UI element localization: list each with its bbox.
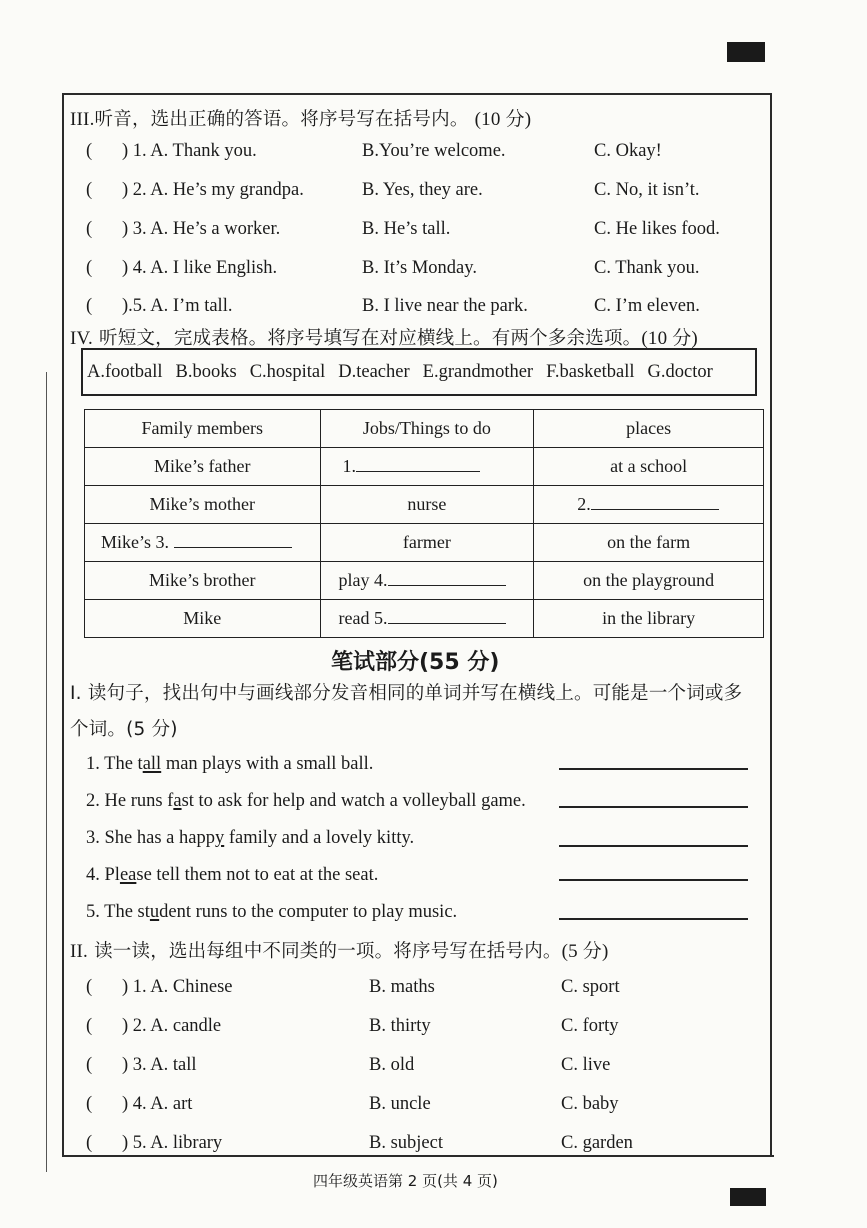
- table-header-row: [85, 410, 764, 448]
- question-option-b: B. maths: [369, 977, 435, 997]
- question-option-c: C. forty: [561, 1016, 619, 1036]
- table-cell-blank[interactable]: [320, 600, 534, 638]
- question-option-a: ) 4. A. I like English.: [122, 258, 278, 278]
- question-option-c: C. sport: [561, 977, 620, 997]
- table-header-cell: Family members: [85, 410, 321, 448]
- table-cell: at a school: [534, 448, 764, 486]
- sentence-text: st to ask for help and watch a volleyball game.: [181, 791, 526, 811]
- table-cell: Mike’s mother: [85, 486, 321, 524]
- question-option-a: ) 2. A. He’s my grandpa.: [122, 180, 304, 200]
- word-option: B.books: [175, 361, 237, 382]
- section4-heading-num: IV.: [70, 328, 93, 349]
- underlined-sound: ea: [119, 865, 137, 885]
- table-header-cell: places: [534, 410, 764, 448]
- table-cell-blank[interactable]: [320, 448, 534, 486]
- question-option-c: C. No, it isn’t.: [594, 180, 700, 200]
- blank-label: 2.: [577, 494, 591, 514]
- section4-heading-score: (10 分): [641, 328, 698, 349]
- question-option-b: B.You’re welcome.: [362, 141, 506, 161]
- table-cell: Mike’s father: [85, 448, 321, 486]
- question-option-b: B. I live near the park.: [362, 296, 528, 316]
- sentence: [86, 754, 373, 775]
- question-option-a: ) 5. A. library: [122, 1133, 223, 1153]
- sentence-text: dent runs to the computer to play music.: [159, 902, 458, 922]
- question-option-b: B. It’s Monday.: [362, 258, 477, 278]
- question-option-b: B. subject: [369, 1133, 443, 1153]
- question-option-a: ).5. A. I’m tall.: [122, 296, 233, 316]
- word-options-box: [81, 348, 757, 396]
- blank-line[interactable]: [356, 457, 480, 472]
- question-option-a: ) 1. A. Thank you.: [122, 141, 257, 161]
- answer-line[interactable]: [559, 768, 748, 770]
- corner-registration-mark-bottom: [730, 1188, 766, 1206]
- section3-heading: [70, 104, 531, 131]
- table-cell-blank[interactable]: [85, 524, 321, 562]
- table-cell: nurse: [320, 486, 534, 524]
- table-row: [85, 524, 764, 562]
- question-option-c: C. garden: [561, 1133, 633, 1153]
- underlined-sound: u: [149, 902, 160, 922]
- blank-label: Mike’s 3.: [101, 532, 170, 552]
- section4-heading-text: 听短文，完成表格。将序号填写在对应横线上。有两个多余选项。: [99, 328, 642, 349]
- underlined-sound: a: [173, 791, 182, 811]
- table-row: [85, 486, 764, 524]
- answer-paren[interactable]: (: [86, 141, 93, 161]
- sentence-text: 2. He runs f: [86, 791, 174, 811]
- question-option-b: B. He’s tall.: [362, 219, 451, 239]
- answer-paren[interactable]: (: [86, 1133, 93, 1153]
- table-cell: farmer: [320, 524, 534, 562]
- section3-heading-text: 听音，选出正确的答语。将序号写在括号内。: [94, 109, 469, 130]
- answer-line[interactable]: [559, 806, 748, 808]
- question-option-c: C. Okay!: [594, 141, 662, 161]
- page-footer: 四年级英语第 2 页(共 4 页): [313, 1172, 498, 1190]
- word-option: G.doctor: [647, 361, 713, 382]
- written2-heading-num: II.: [70, 941, 89, 962]
- word-option: F.basketball: [546, 361, 635, 382]
- question-option-a: ) 1. A. Chinese: [122, 977, 233, 997]
- question-option-b: B. Yes, they are.: [362, 180, 483, 200]
- sentence-text: 1. The t: [86, 754, 143, 774]
- question-option-a: ) 3. A. He’s a worker.: [122, 219, 281, 239]
- question-option-b: B. thirty: [369, 1016, 431, 1036]
- question-option-c: C. He likes food.: [594, 219, 720, 239]
- underlined-sound: y: [214, 828, 225, 848]
- table-cell-blank[interactable]: [320, 562, 534, 600]
- blank-line[interactable]: [174, 533, 292, 548]
- sentence-text: family and a lovely kitty.: [224, 828, 415, 848]
- question-option-a: ) 4. A. art: [122, 1094, 193, 1114]
- blank-label: play 4.: [338, 570, 388, 590]
- table-cell: Mike: [85, 600, 321, 638]
- sentence: [86, 902, 457, 923]
- written2-heading-score: (5 分): [561, 941, 609, 962]
- question-option-b: B. uncle: [369, 1094, 431, 1114]
- answer-line[interactable]: [559, 845, 748, 847]
- sentence: [86, 865, 378, 886]
- sentence-text: 4. Pl: [86, 865, 120, 885]
- blank-label: 1.: [342, 456, 357, 476]
- answer-paren[interactable]: (: [86, 977, 93, 997]
- written2-heading: [70, 936, 609, 963]
- blank-label: read 5.: [338, 608, 388, 628]
- family-table: [84, 409, 764, 638]
- word-option: E.grandmother: [422, 361, 534, 382]
- sentence-text: se tell them not to eat at the seat.: [136, 865, 379, 885]
- page-bottom-rule: [62, 1155, 774, 1157]
- table-cell: on the farm: [534, 524, 764, 562]
- word-option: C.hospital: [249, 361, 326, 382]
- question-option-a: ) 2. A. candle: [122, 1016, 222, 1036]
- question-option-c: C. live: [561, 1055, 611, 1075]
- sentence: [86, 828, 414, 849]
- blank-line[interactable]: [388, 571, 506, 586]
- question-option-c: C. I’m eleven.: [594, 296, 700, 316]
- answer-line[interactable]: [559, 918, 748, 920]
- table-row: [85, 448, 764, 486]
- section4-heading: [70, 323, 698, 350]
- blank-line[interactable]: [388, 609, 506, 624]
- table-cell-blank[interactable]: [534, 486, 764, 524]
- answer-paren[interactable]: (: [86, 1094, 93, 1114]
- sentence-text: 3. She has a happ: [86, 828, 215, 848]
- corner-registration-mark-top: [727, 42, 765, 62]
- table-cell: on the playground: [534, 562, 764, 600]
- section3-heading-score: (10 分): [474, 109, 532, 130]
- table-header-cell: Jobs/Things to do: [320, 410, 534, 448]
- table-cell: in the library: [534, 600, 764, 638]
- written1-heading-line1: I. 读句子，找出句中与画线部分发音相同的单词并写在横线上。可能是一个词或多: [70, 683, 743, 704]
- question-option-b: B. old: [369, 1055, 415, 1075]
- answer-paren[interactable]: (: [86, 219, 93, 239]
- underlined-sound: all: [142, 754, 162, 774]
- written-part-title: 笔试部分(55 分): [331, 650, 500, 675]
- sentence: [86, 791, 526, 812]
- answer-paren[interactable]: (: [86, 1016, 93, 1036]
- written1-heading-line2: 个词。(5 分): [70, 719, 178, 740]
- question-option-c: C. Thank you.: [594, 258, 700, 278]
- question-option-a: ) 3. A. tall: [122, 1055, 197, 1075]
- answer-paren[interactable]: (: [86, 1055, 93, 1075]
- binding-margin-line: [46, 372, 47, 1172]
- answer-paren[interactable]: (: [86, 296, 93, 316]
- sentence-text: man plays with a small ball.: [161, 754, 374, 774]
- answer-paren[interactable]: (: [86, 258, 93, 278]
- blank-line[interactable]: [591, 495, 719, 510]
- section3-heading-num: III.: [70, 109, 95, 130]
- sentence-text: 5. The st: [86, 902, 150, 922]
- word-option: D.teacher: [338, 361, 410, 382]
- table-cell: Mike’s brother: [85, 562, 321, 600]
- answer-paren[interactable]: (: [86, 180, 93, 200]
- table-row: [85, 562, 764, 600]
- answer-line[interactable]: [559, 879, 748, 881]
- written2-heading-text: 读一读，选出每组中不同类的一项。将序号写在括号内。: [94, 941, 562, 962]
- question-option-c: C. baby: [561, 1094, 619, 1114]
- word-option: A.football: [87, 361, 163, 382]
- table-row: [85, 600, 764, 638]
